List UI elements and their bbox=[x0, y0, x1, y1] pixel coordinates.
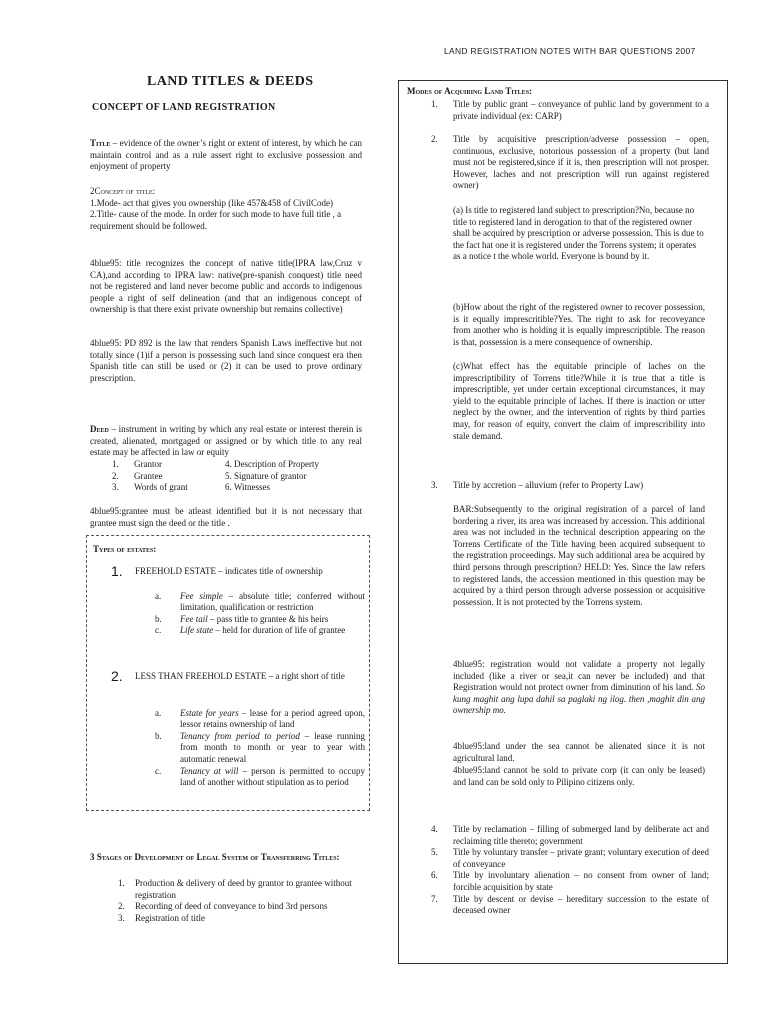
note-pd892: 4blue95: PD 892 is the law that renders Spanish Laws ineffective but not totally since (1)if a person is possessing such land since conquest era then Spanish title can still be used or (2) it can be used to prove ordinary prescription. bbox=[90, 338, 362, 383]
list-item: 3. Registration of title bbox=[118, 912, 205, 923]
note-sea: 4blue95: registration would not validate a property not legally included (like a river or sea,it can never be included) and that Registration would not protect owner from diminution of his land. So kung maghit ang lupa dahil sa paglaki ng ilog. then ,maghit din ang ownership mo. bbox=[453, 659, 705, 716]
mode-3: 3. Title by accretion – alluvium (refer to Property Law) bbox=[431, 480, 644, 490]
list-item: 6. Title by involuntary alienation – no consent from owner of land; forcible acquisition by state bbox=[431, 870, 709, 892]
note-ipra: 4blue95: title recognizes the concept of native title(IPRA law,Cruz v CA),and according to IPRA law: native(pre-spanish conquest) title need not be registered and land never become public and accords to indigenous people a right of self delineation (and that an indigenous concept of ownership is that there exist private ownership but remains collective) bbox=[90, 258, 362, 315]
less-than-freehold-estate: 2. LESS THAN FREEHOLD ESTATE – a right short of title a. Estate for years – lease for a period agreed upon, lessor retains ownership of land b. Tenancy from period to period – lease running from month to month or year to year with automatic renewal c. Tenancy at will – person is permitted to occupy land of another without stipulation as to period bbox=[111, 668, 366, 788]
list-item: 5. Signature of grantor bbox=[225, 470, 307, 481]
running-header: LAND REGISTRATION NOTES WITH BAR QUESTIONS 2007 bbox=[444, 46, 696, 56]
modes-rest-list bbox=[431, 824, 709, 917]
list-item: 4. Description of Property bbox=[225, 459, 319, 469]
mode-2-question-a: (a) Is title to registered land subject to prescription?No, because no title to registered land in derogation to that of the registered owner shall be acquired by prescription or adverse possession. This is due to the fact hat one it is registered under the Torrens system; it operates as a notice t the whole world. Everyone is bound by it. bbox=[453, 205, 704, 262]
list-item: 3. Words of grant bbox=[112, 482, 188, 493]
mode-2-question-c: (c)What effect has the equitable principle of laches on the imprescriptibility of Torrens title?While it is true that a title is imprescriptible, yet under certain exceptional circumstances, it may yield to the equitable principle of laches. If there is inaction or utter neglect by the owner, and the intervention of rights by third parties may, for reason of equity, convert the claim of imprescribility into stale demand. bbox=[453, 361, 705, 441]
mode-1: 1. Title by public grant – conveyance of public land by government to a private individual (ex: CARP) bbox=[431, 99, 709, 121]
estates-heading: Types of estates: bbox=[93, 544, 157, 554]
stages-heading: 3 Stages of Development of Legal System of Transferring Titles: bbox=[90, 852, 340, 862]
concept-of-title-line1: 1.Mode- act that gives you ownership (like 457&458 of CivilCode) bbox=[90, 197, 333, 208]
note-corp: 4blue95:land cannot be sold to private corp (it can only be leased) and land can be sold only to Pilipino citizens only. bbox=[453, 765, 705, 787]
title-definition-text: – evidence of the owner’s right or extent of interest, by which he can maintain control and as a rule assert right to exclusive possession and enjoyment of property bbox=[90, 138, 362, 172]
modes-box bbox=[398, 80, 728, 964]
list-item: 6. Witnesses bbox=[225, 482, 270, 493]
mode-2-question-b: (b)How about the right of the registered owner to recover possession, is it equally imprescritible?Yes. The right to ask for recoveyance from another who is holding it is equally imprescriptible. The reason is that, possession is a mere consequence of ownership. bbox=[453, 302, 705, 347]
deed-list-right bbox=[225, 459, 365, 494]
list-item: c. Life state – held for duration of life of grantee bbox=[155, 625, 346, 636]
modes-heading: Modes of Acquiring Land Titles: bbox=[407, 86, 533, 96]
deed-definition-text: – instrument in writing by which any real estate or interest therein is created, alienated, mortgaged or assigned or by which title to any real estate may be affected in law or equity bbox=[90, 424, 362, 458]
list-item: 1. Grantor bbox=[112, 459, 162, 469]
note-grantee: 4blue95:grantee must be atleast identified but it is not necessary that grantee must sign the deed or the title . bbox=[90, 506, 362, 528]
list-item: a. Estate for years – lease for a period agreed upon, lessor retains ownership of land bbox=[155, 707, 365, 730]
list-item: b. Tenancy from period to period – lease running from month to month or year to year with automatic renewal bbox=[155, 730, 366, 764]
title-definition bbox=[90, 138, 362, 173]
list-item: b. Fee tail – pass title to grantee & his heirs bbox=[155, 613, 329, 624]
note-sea-2: 4blue95:land under the sea cannot be alienated since it is not agricultural land. bbox=[453, 741, 705, 763]
bar-question: BAR:Subsequently to the original registration of a parcel of land bordering a river, its area was increased by accession. This additional area was not included in the technical description appearing on the Torrens Certificate of the Title having been acquired subsequent to the registration proceedings. May such additional area be acquired by third persons through prescription? HELD: Yes. Since the law refers to registered lands, the accession mentioned in this question may be acquired by a third person through adverse possession or acquisitive possession. It is not protected by the Torrens system. bbox=[453, 504, 705, 607]
deed-list-left bbox=[112, 459, 222, 494]
stages-list bbox=[118, 878, 368, 924]
list-item: 4. Title by reclamation – filling of submerged land by deliberate act and reclaiming title thereto; government bbox=[431, 824, 709, 846]
list-item: 5. Title by voluntary transfer – private grant; voluntary execution of deed of conveyance bbox=[431, 847, 709, 869]
list-item: 1. Production & delivery of deed by grantor to grantee without registration bbox=[118, 878, 352, 900]
concept-of-title-heading: 2Concept of title: bbox=[90, 186, 156, 196]
mode-2: 2. Title by acquisitive prescription/adverse possession – open, continuous, exclusive, notorious possession of a property (but land must not be registered,since if it is, then prescription will not prosper. However, laches and not prescription will run against registered owner) bbox=[431, 134, 709, 191]
freehold-estate: 1. FREEHOLD ESTATE – indicates title of ownership a. Fee simple – absolute title; conferred without limitation, qualification or restriction b. Fee tail – pass title to grantee & his heirs c. Life state – held for duration of life of grantee bbox=[111, 563, 365, 636]
page-title: LAND TITLES & DEEDS bbox=[147, 74, 314, 89]
concept-of-title bbox=[90, 186, 362, 232]
estates-box bbox=[86, 535, 370, 811]
concept-of-title-line2: 2.Title- cause of the mode. In order for such mode to have full title , a requirement should be followed. bbox=[90, 209, 342, 231]
list-item: 2. Recording of deed of conveyance to bind 3rd persons bbox=[118, 901, 328, 912]
list-item: a. Fee simple – absolute title; conferred without limitation, qualification or restriction bbox=[155, 590, 365, 613]
deed-term: Deed bbox=[90, 424, 109, 434]
list-item: c. Tenancy at will – person is permitted to occupy land of another without stipulation as to period bbox=[155, 765, 365, 788]
list-item: 2. Grantee bbox=[112, 470, 163, 481]
concept-heading: CONCEPT OF LAND REGISTRATION bbox=[92, 102, 276, 113]
deed-definition bbox=[90, 424, 362, 459]
title-term: Title bbox=[90, 138, 111, 148]
list-item: 7. Title by descent or devise – hereditary succession to the estate of deceased owner bbox=[431, 893, 709, 916]
